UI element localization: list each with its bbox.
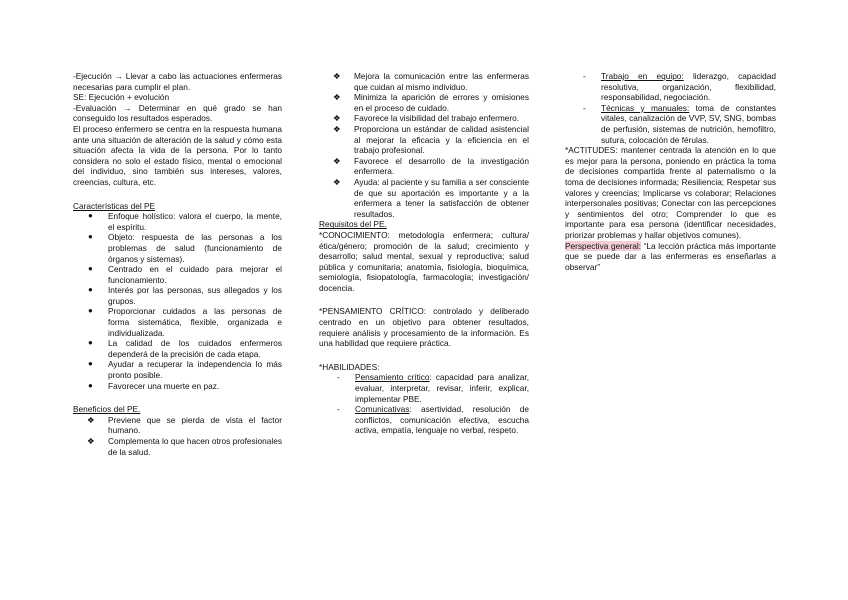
list-item: ● Interés por las personas, sus allegados y los grupos. [88,285,282,306]
perspectiva-paragraph [565,241,776,273]
list-item: - Pensamiento crítico: capacidad para analizar, evaluar, interpretar, revisar, inferir, explicar, implementar PBE. [337,372,529,404]
dash-bullet-icon: - [337,404,340,415]
evaluacion-line: -Evaluación → Determinar en qué grado se han conseguido los resultados esperados. [73,102,282,124]
beneficios-heading: Beneficios del PE. [73,404,141,415]
list-item: ● Ayudar a recuperar la independencia lo más pronto posible. [88,359,282,381]
list-item: ❖ Complementa lo que hacen otros profesionales de la salud. [87,436,282,457]
bullet-icon: ● [88,232,93,242]
dash-bullet-icon: - [337,372,340,383]
column-1 [73,71,282,457]
list-item: ● La calidad de los cuidados enfermeros dependerá de la precisión de cada etapa. [88,338,282,359]
se-line: SE: Ejecución + evolución [73,92,170,103]
actitudes-paragraph: *ACTITUDES: mantener centrada la atención en lo que es mejor para la persona, poniendo en práctica la toma de decisiones compartida frente al paternalismo o la toma de decisiones informada; Resiliencia; Respetar sus valores y creencias; Implicarse vs colaborar; Relaciones interpersonales positivas; Conectar con las percepciones y sentimientos del otro; Comprender lo que es importante para esa persona (identificar necesidades, priorizar problemas y hallar objetivos comunes). [565,145,776,240]
list-item: ❖ Minimiza la aparición de errores y omisiones en el proceso de cuidado. [333,92,529,113]
diamond-bullet-icon: ❖ [87,414,95,425]
bullet-icon: ● [88,359,93,369]
column-2 [319,71,529,436]
dash-bullet-icon: - [583,102,586,113]
ejecucion-line: -Ejecución → Llevar a cabo las actuaciones enfermeras necesarias para cumplir el plan. [73,71,282,92]
diamond-bullet-icon: ❖ [333,155,341,166]
habilidades-list [319,372,529,436]
dash-bullet-icon: - [583,71,586,81]
bullet-icon: ● [88,380,93,390]
diamond-bullet-icon: ❖ [333,176,341,187]
habilidades-continued-list [565,71,776,145]
perspectiva-label: Perspectiva general: [565,240,641,251]
caracteristicas-heading: Características del PE [73,200,156,211]
requisitos-heading: Requisitos del PE. [319,219,387,230]
list-item: ❖ Previene que se pierda de vista el factor humano. [87,414,282,436]
list-item: - Comunicativas: asertividad, resolución de conflictos, comunicación efectiva, escucha activa, empatía, lenguaje no verbal, respeto. [337,404,529,436]
pensamiento-critico-paragraph: *PENSAMIENTO CRÍTICO: controlado y deliberado centrado en un objetivo para obtener resultados, requiere análisis y procesamiento de la información. Es una habilidad que requiere práctica. [319,306,529,349]
column-3 [565,71,776,272]
bullet-icon: ● [88,306,93,316]
bullet-icon: ● [88,338,93,348]
diamond-bullet-icon: ❖ [87,436,95,446]
beneficios-continued-list [319,71,529,219]
list-item: ❖ Ayuda: al paciente y su familia a ser consciente de que su aportación es importante y a la enfermera a tener la satisfacción de obtener resultados. [333,176,529,219]
bullet-icon: ● [88,211,93,221]
proceso-paragraph: El proceso enfermero se centra en la respuesta humana ante una situación de alteración de la salud y cómo esta situación afecta la vida de la persona. Por lo tanto considera no solo el estado físico, mental o emocional del individuo, sino también sus intereses, valores, creencias, cultura, etc. [73,123,282,187]
list-item: ● Enfoque holístico: valora el cuerpo, la mente, el espíritu. [88,211,282,232]
habilidades-heading: *HABILIDADES: [319,361,380,372]
list-item: ● Proporcionar cuidados a las personas de forma sistemática, flexible, organizada e individualizada. [88,306,282,338]
list-item: - Trabajo en equipo: liderazgo, capacidad resolutiva, organización, flexibilidad, responsabilidad, negociación. [583,71,776,103]
list-item: ● Centrado en el cuidado para mejorar el funcionamiento. [88,264,282,285]
conocimiento-paragraph: *CONOCIMIENTO: metodología enfermera; cultura/ética/género; promoción de la salud; crecimiento y desarrollo; salud mental, sexual y reproductiva; salud pública y comunitaria; anatomía, fisiología, bioquímica, semiología, fisiopatología, farmacología; investigación/ docencia. [319,229,529,293]
list-item: - Técnicas y manuales: toma de constantes vitales, canalización de VVP, SV, SNG, bombas de perfusión, sistemas de nutrición, hemofiltro, sutura, colocación de férulas. [583,102,777,145]
beneficios-list [73,415,282,457]
list-item: ❖ Favorece la visibilidad del trabajo enfermero. [333,113,520,124]
diamond-bullet-icon: ❖ [333,123,341,134]
diamond-bullet-icon: ❖ [333,92,341,103]
list-item: ● Objeto: respuesta de las personas a los problemas de salud (funcionamiento de órganos y sistemas). [88,232,282,264]
bullet-icon: ● [88,264,93,274]
list-item: ❖ Mejora la comunicación entre las enfermeras que cuidan al mismo individuo. [333,71,529,92]
perspectiva-quote: “La lección práctica más importante que se puede dar a las enfermeras es enseñarlas a observar” [565,240,776,272]
list-item: ❖ Favorece el desarrollo de la investigación enfermera. [333,155,529,177]
list-item: ❖ Proporciona un estándar de calidad asistencial al mejorar la eficacia y la eficiencia en el trabajo profesional. [333,123,529,156]
list-item: ● Favorecer una muerte en paz. [88,380,220,391]
bullet-icon: ● [88,285,93,295]
diamond-bullet-icon: ❖ [333,113,341,124]
caracteristicas-list [73,211,282,391]
diamond-bullet-icon: ❖ [333,71,341,81]
